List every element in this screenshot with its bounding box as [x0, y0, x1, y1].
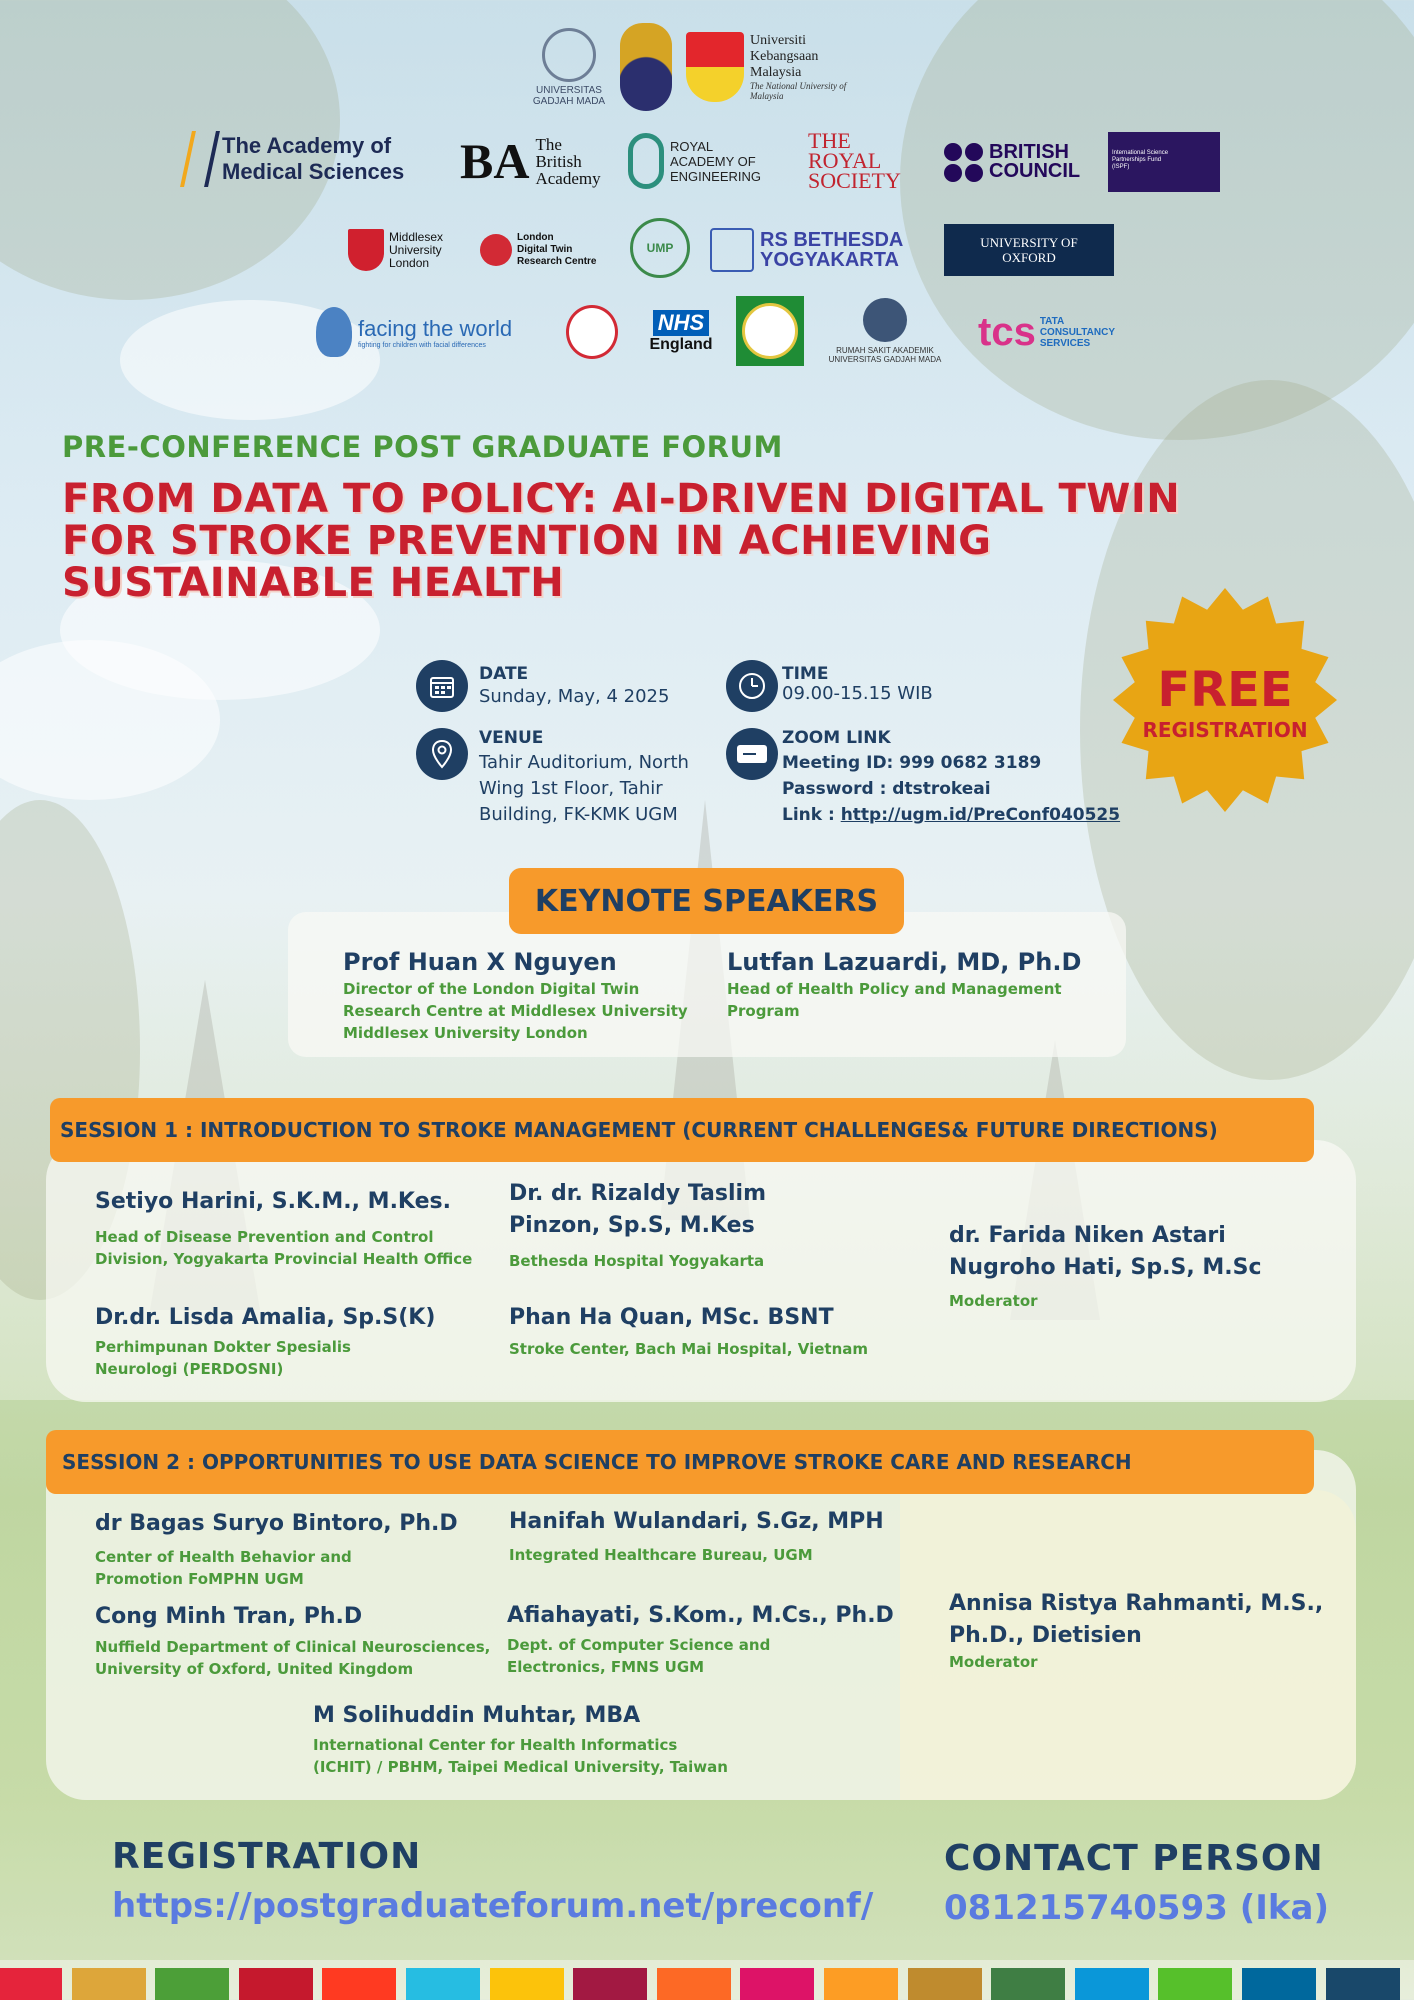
sdg-color-block: [406, 1968, 480, 2000]
role-line: Head of Disease Prevention and Control: [95, 1228, 434, 1246]
royal-society-logo: THE ROYAL SOCIETY: [808, 128, 901, 193]
session2-speaker-role: [95, 1546, 352, 1590]
role-line: Middlesex University London: [343, 1024, 588, 1042]
bach-mai-hospital-logo: [736, 296, 804, 366]
sdg-color-block: [824, 1968, 898, 2000]
sdg-color-block: [0, 1968, 62, 2000]
keynote-speaker-role: [343, 978, 688, 1044]
hospital-seal-logo: [566, 306, 618, 358]
name-line: Ph.D., Dietisien: [949, 1623, 1142, 1648]
sdg-color-block: [573, 1968, 647, 2000]
time-value: 09.00-15.15 WIB: [782, 683, 933, 704]
role-line: Promotion FoMPHN UGM: [95, 1570, 304, 1588]
sdg-color-block: [155, 1968, 229, 2000]
location-pin-icon: [416, 728, 468, 780]
contact-value: 081215740593 (Ika): [944, 1888, 1330, 1928]
oxford-logo: UNIVERSITY OF OXFORD: [944, 224, 1114, 276]
role-line: Head of Health Policy and Management: [727, 980, 1062, 998]
zoom-meeting-id: Meeting ID: 999 0682 3189: [782, 753, 1042, 773]
sdg-color-block: [1075, 1968, 1149, 2000]
venue-value: [479, 750, 689, 828]
badge-free-text: FREE: [1157, 662, 1293, 718]
tcs-logo: tcs TATA CONSULTANCY SERVICES: [978, 310, 1115, 354]
academy-medical-sciences-logo: The Academy of Medical Sciences: [186, 128, 442, 190]
zoom-link[interactable]: http://ugm.id/PreConf040525: [840, 805, 1121, 825]
sdg-color-block: [740, 1968, 814, 2000]
venue-line: Wing 1st Floor, Tahir: [479, 778, 663, 799]
british-academy-logo: BA The British Academy: [460, 133, 601, 189]
date-label: DATE: [479, 664, 529, 684]
role-line: Dept. of Computer Science and: [507, 1636, 771, 1654]
rs-bethesda-logo: RS BETHESDA YOGYAKARTA: [710, 222, 920, 278]
session2-speaker-name: M Solihuddin Muhtar, MBA: [313, 1703, 641, 1728]
zoom-icon: [726, 728, 778, 780]
ukm-logo: Universiti Kebangsaan Malaysia The National University of Malaysia: [686, 22, 861, 112]
sdg-color-block: [490, 1968, 564, 2000]
rs-akademik-ugm-logo: RUMAH SAKIT AKADEMIK UNIVERSITAS GADJAH MADA: [820, 292, 950, 370]
name-line: Nugroho Hati, Sp.S, M.Sc: [949, 1255, 1262, 1280]
clock-icon: [726, 660, 778, 712]
sdg-color-block: [657, 1968, 731, 2000]
role-line: Center of Health Behavior and: [95, 1548, 352, 1566]
name-line: Pinzon, Sp.S, M.Kes: [509, 1213, 755, 1238]
session1-speaker-name: Setiyo Harini, S.K.M., M.Kes.: [95, 1189, 451, 1214]
keynote-heading: KEYNOTE SPEAKERS: [509, 868, 904, 934]
sdg-color-block: [322, 1968, 396, 2000]
session2-speaker-name: Hanifah Wulandari, S.Gz, MPH: [509, 1509, 884, 1534]
british-council-logo: BRITISH COUNCIL: [944, 136, 1094, 188]
london-digital-twin-logo: London Digital Twin Research Centre: [480, 226, 610, 274]
zoom-link-prefix: Link :: [782, 805, 841, 825]
keynote-speaker-role: [727, 978, 1062, 1022]
venue-line: Building, FK-KMK UGM: [479, 804, 678, 825]
session2-heading: SESSION 2 : OPPORTUNITIES TO USE DATA SCIENCE TO IMPROVE STROKE CARE AND RESEARCH: [46, 1430, 1314, 1494]
session1-speaker-role: Stroke Center, Bach Mai Hospital, Vietnam: [509, 1340, 869, 1358]
session1-speaker-role: [95, 1336, 351, 1380]
keynote-speaker-name: Prof Huan X Nguyen: [343, 948, 617, 976]
role-line: International Center for Health Informatics: [313, 1736, 678, 1754]
session1-moderator-name: [949, 1220, 1262, 1284]
registration-label: REGISTRATION: [112, 1836, 422, 1877]
sdg-color-block: [239, 1968, 313, 2000]
session1-speaker-role: [95, 1226, 472, 1270]
name-line: Annisa Ristya Rahmanti, M.S.,: [949, 1591, 1324, 1616]
session2-moderator-label: Moderator: [949, 1653, 1038, 1671]
ispf-logo: International Science Partnerships Fund (ISPF): [1108, 132, 1220, 192]
page-title: FROM DATA TO POLICY: AI-DRIVEN DIGITAL TWIN FOR STROKE PREVENTION IN ACHIEVING SUSTAINABLE HEALTH: [62, 476, 1181, 606]
role-line: Director of the London Digital Twin: [343, 980, 640, 998]
zoom-password: Password : dtstrokeai: [782, 779, 991, 799]
session1-speaker-name: [509, 1178, 766, 1242]
sdg-color-block: [72, 1968, 146, 2000]
session1-heading: SESSION 1 : INTRODUCTION TO STROKE MANAGEMENT (CURRENT CHALLENGES& FUTURE DIRECTIONS): [50, 1098, 1314, 1162]
name-line: dr. Farida Niken Astari: [949, 1223, 1226, 1248]
role-line: Division, Yogyakarta Provincial Health Office: [95, 1250, 473, 1268]
role-line: Program: [727, 1002, 800, 1020]
session2-speaker-name: Cong Minh Tran, Ph.D: [95, 1604, 363, 1629]
session2-speaker-role: [313, 1734, 728, 1778]
pre-title: PRE-CONFERENCE POST GRADUATE FORUM: [62, 430, 783, 464]
session2-speaker-name: Afiahayati, S.Kom., M.Cs., Ph.D: [507, 1603, 894, 1628]
zoom-details: [782, 750, 1120, 828]
role-line: Nuffield Department of Clinical Neurosciences,: [95, 1638, 491, 1656]
ugm-logo: UNIVERSITAS GADJAH MADA: [528, 22, 610, 112]
sdg-color-block: [991, 1968, 1065, 2000]
role-line: Perhimpunan Dokter Spesialis: [95, 1338, 351, 1356]
sdg-color-block: [1326, 1968, 1400, 2000]
badge-registration-text: REGISTRATION: [1142, 718, 1308, 742]
sdg-color-block: [1242, 1968, 1316, 2000]
session2-speaker-role: [95, 1636, 490, 1680]
date-value: Sunday, May, 4 2025: [479, 686, 670, 707]
sdg-color-block: [908, 1968, 982, 2000]
zoom-label: ZOOM LINK: [782, 728, 891, 748]
role-line: University of Oxford, United Kingdom: [95, 1660, 414, 1678]
venue-label: VENUE: [479, 728, 544, 748]
session2-speaker-role: [507, 1634, 770, 1678]
facing-the-world-logo: facing the world fighting for children with facial differences: [316, 304, 526, 360]
session1-speaker-role: Bethesda Hospital Yogyakarta: [509, 1252, 765, 1270]
session1-speaker-name: Dr.dr. Lisda Amalia, Sp.S(K): [95, 1305, 436, 1330]
name-line: Dr. dr. Rizaldy Taslim: [509, 1181, 767, 1206]
registration-link[interactable]: https://postgraduateforum.net/preconf/: [112, 1886, 874, 1926]
session2-speaker-name: dr Bagas Suryo Bintoro, Ph.D: [95, 1511, 458, 1536]
session1-moderator-label: Moderator: [949, 1292, 1038, 1310]
role-line: (ICHIT) / PBHM, Taipei Medical University, Taiwan: [313, 1758, 728, 1776]
role-line: Neurologi (PERDOSNI): [95, 1360, 284, 1378]
zoom-link-row: [782, 802, 1120, 828]
nhs-england-logo: NHS England: [649, 310, 713, 353]
middlesex-logo: Middlesex University London: [348, 226, 460, 274]
royal-academy-engineering-logo: ROYAL ACADEMY OF ENGINEERING: [628, 130, 793, 192]
calendar-icon: [416, 660, 468, 712]
session2-moderator-name: [949, 1588, 1323, 1652]
keynote-speaker-name: Lutfan Lazuardi, MD, Ph.D: [727, 948, 1082, 976]
role-line: Research Centre at Middlesex University: [343, 1002, 688, 1020]
role-line: Electronics, FMNS UGM: [507, 1658, 705, 1676]
session1-speaker-name: Phan Ha Quan, MSc. BSNT: [509, 1305, 834, 1330]
venue-line: Tahir Auditorium, North: [479, 752, 689, 773]
time-label: TIME: [782, 664, 829, 684]
ump-logo: UMP: [630, 218, 690, 278]
mahidol-logo: [616, 22, 676, 112]
sdg-color-block: [1158, 1968, 1232, 2000]
contact-label: CONTACT PERSON: [944, 1838, 1324, 1879]
session2-speaker-role: Integrated Healthcare Bureau, UGM: [509, 1546, 813, 1564]
